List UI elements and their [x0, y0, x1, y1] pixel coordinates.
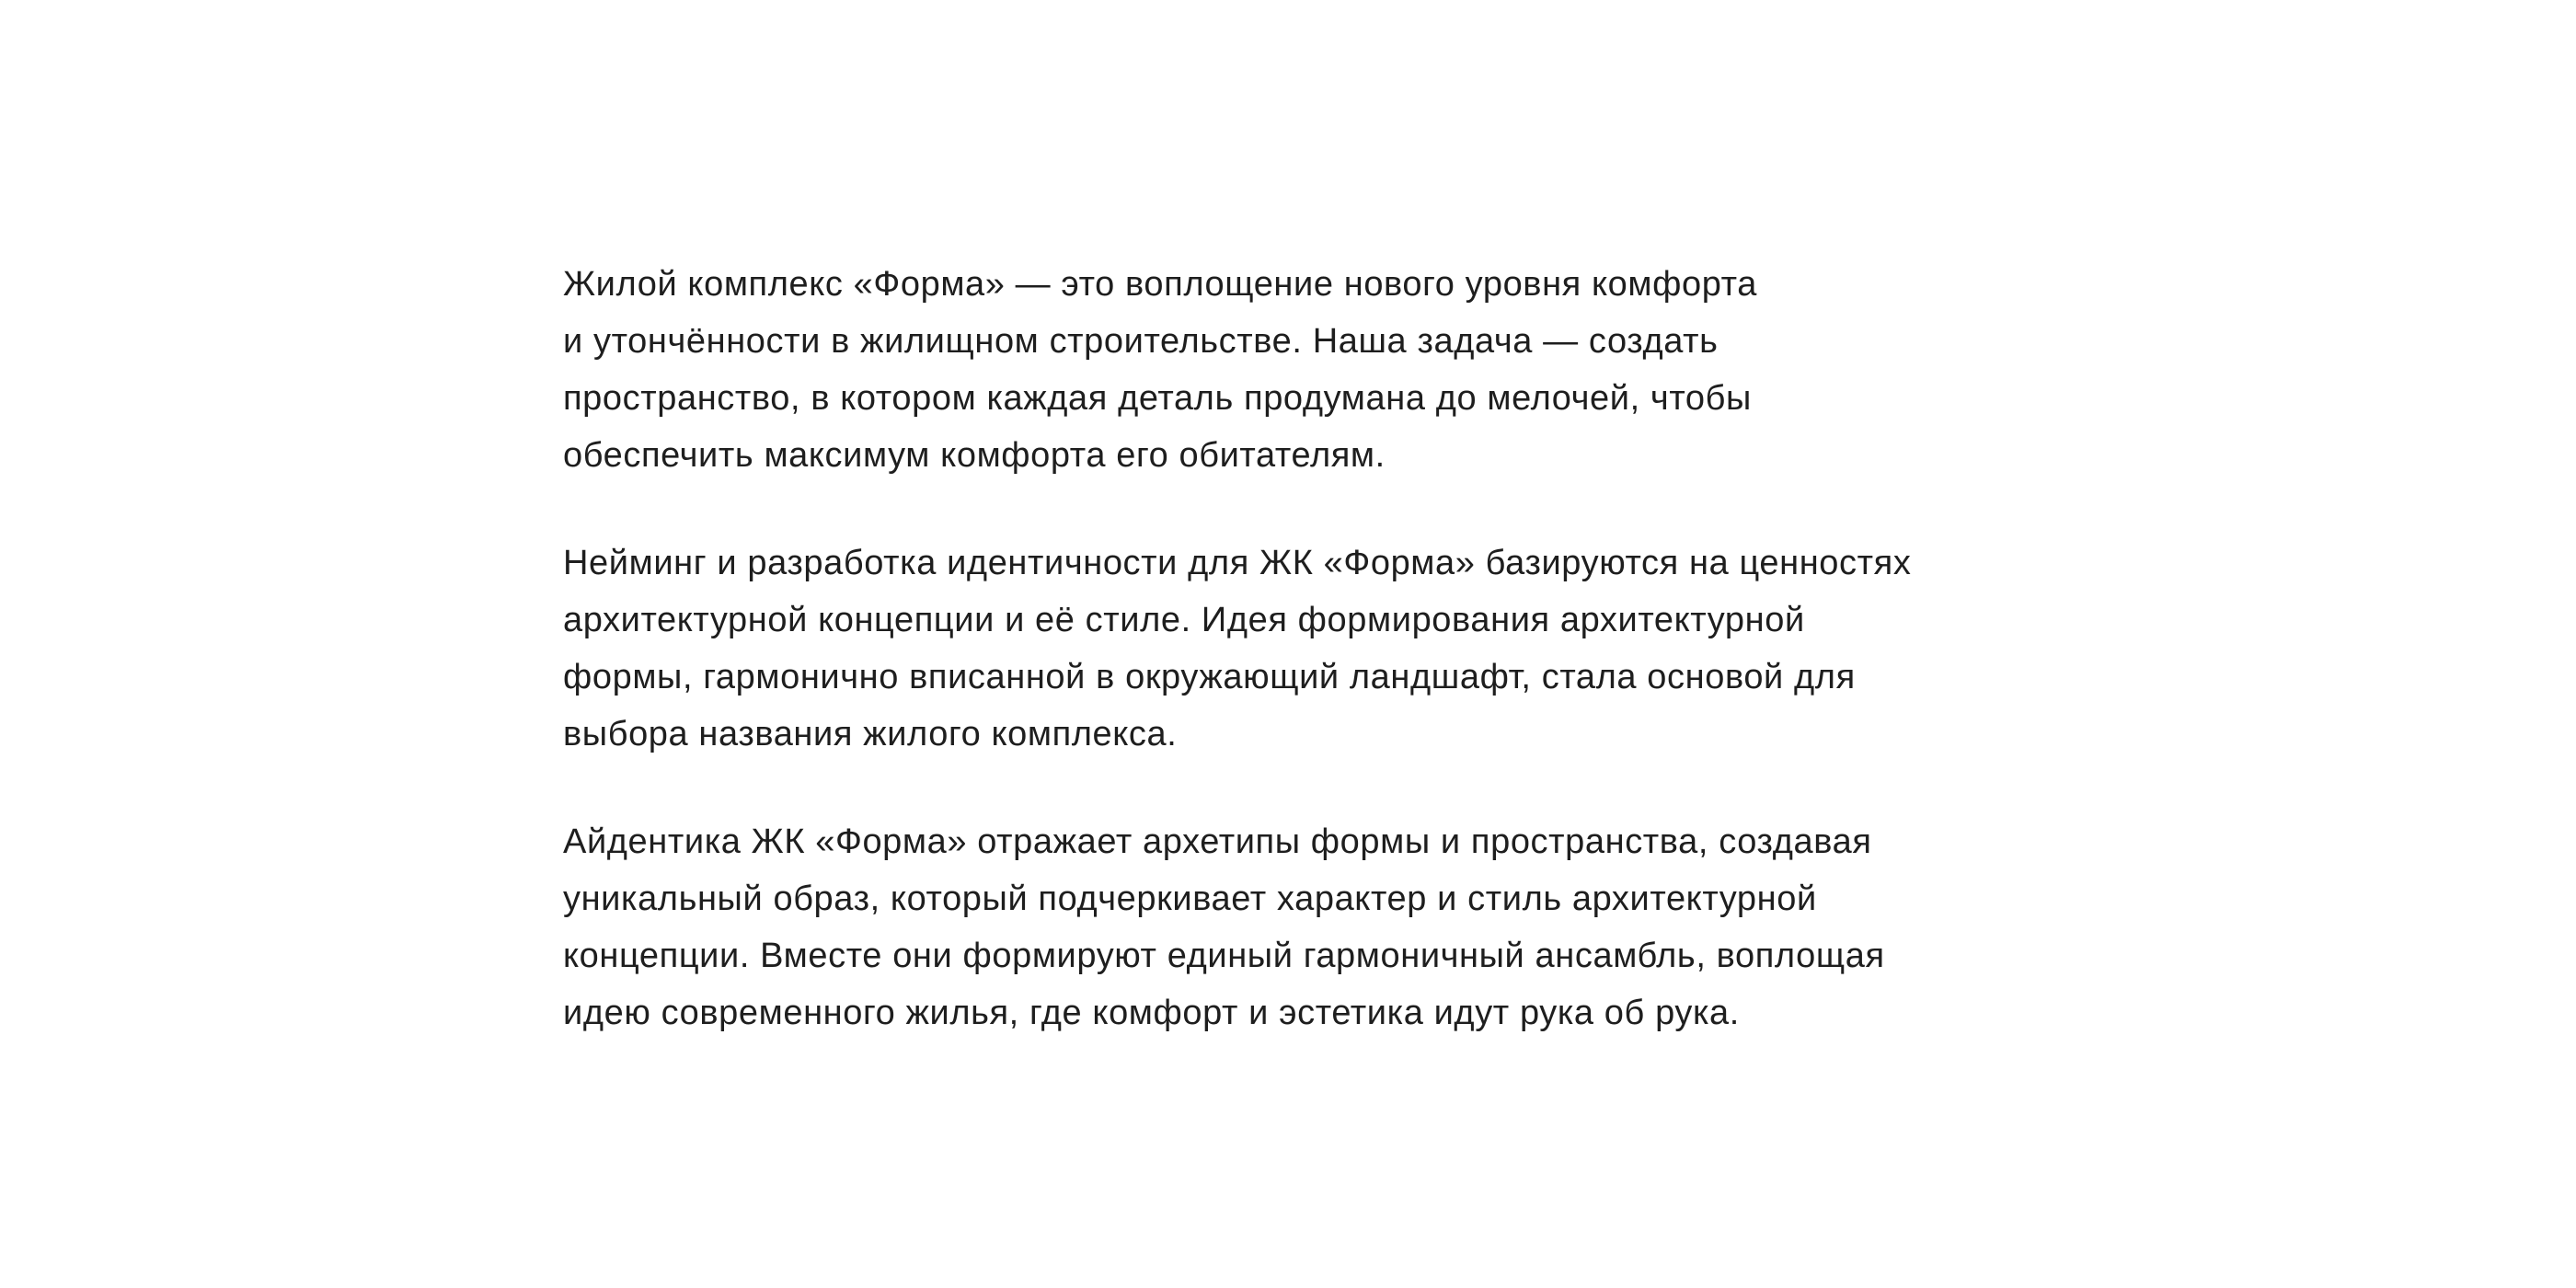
text-line: идею современного жилья, где комфорт и эстетика идут рука об рука.	[563, 994, 1740, 1032]
text-line: Нейминг и разработка идентичности для ЖК «Форма» базируются на ценностях	[563, 544, 1912, 582]
text-line: выбора названия жилого комплекса.	[563, 715, 1178, 753]
text-line: Жилой комплекс «Форма» — это воплощение нового уровня комфорта	[563, 265, 1757, 304]
text-line: уникальный образ, который подчеркивает характер и стиль архитектурной	[563, 880, 1817, 918]
paragraph-intro	[563, 256, 2053, 484]
paragraph-naming	[563, 535, 2053, 763]
text-line: Айдентика ЖК «Форма» отражает архетипы формы и пространства, создавая	[563, 822, 1872, 861]
description-text-block	[563, 256, 2053, 1041]
text-line: концепции. Вместе они формируют единый гармоничный ансамбль, воплощая	[563, 937, 1885, 975]
text-line: пространство, в котором каждая деталь продумана до мелочей, чтобы	[563, 379, 1752, 418]
text-line: обеспечить максимум комфорта его обитателям.	[563, 436, 1386, 475]
text-line: формы, гармонично вписанной в окружающий ландшафт, стала основой для	[563, 658, 1856, 696]
paragraph-identity	[563, 813, 2053, 1041]
text-line: архитектурной концепции и её стиле. Идея формирования архитектурной	[563, 601, 1805, 639]
text-line: и утончённости в жилищном строительстве. Наша задача — создать	[563, 322, 1719, 361]
